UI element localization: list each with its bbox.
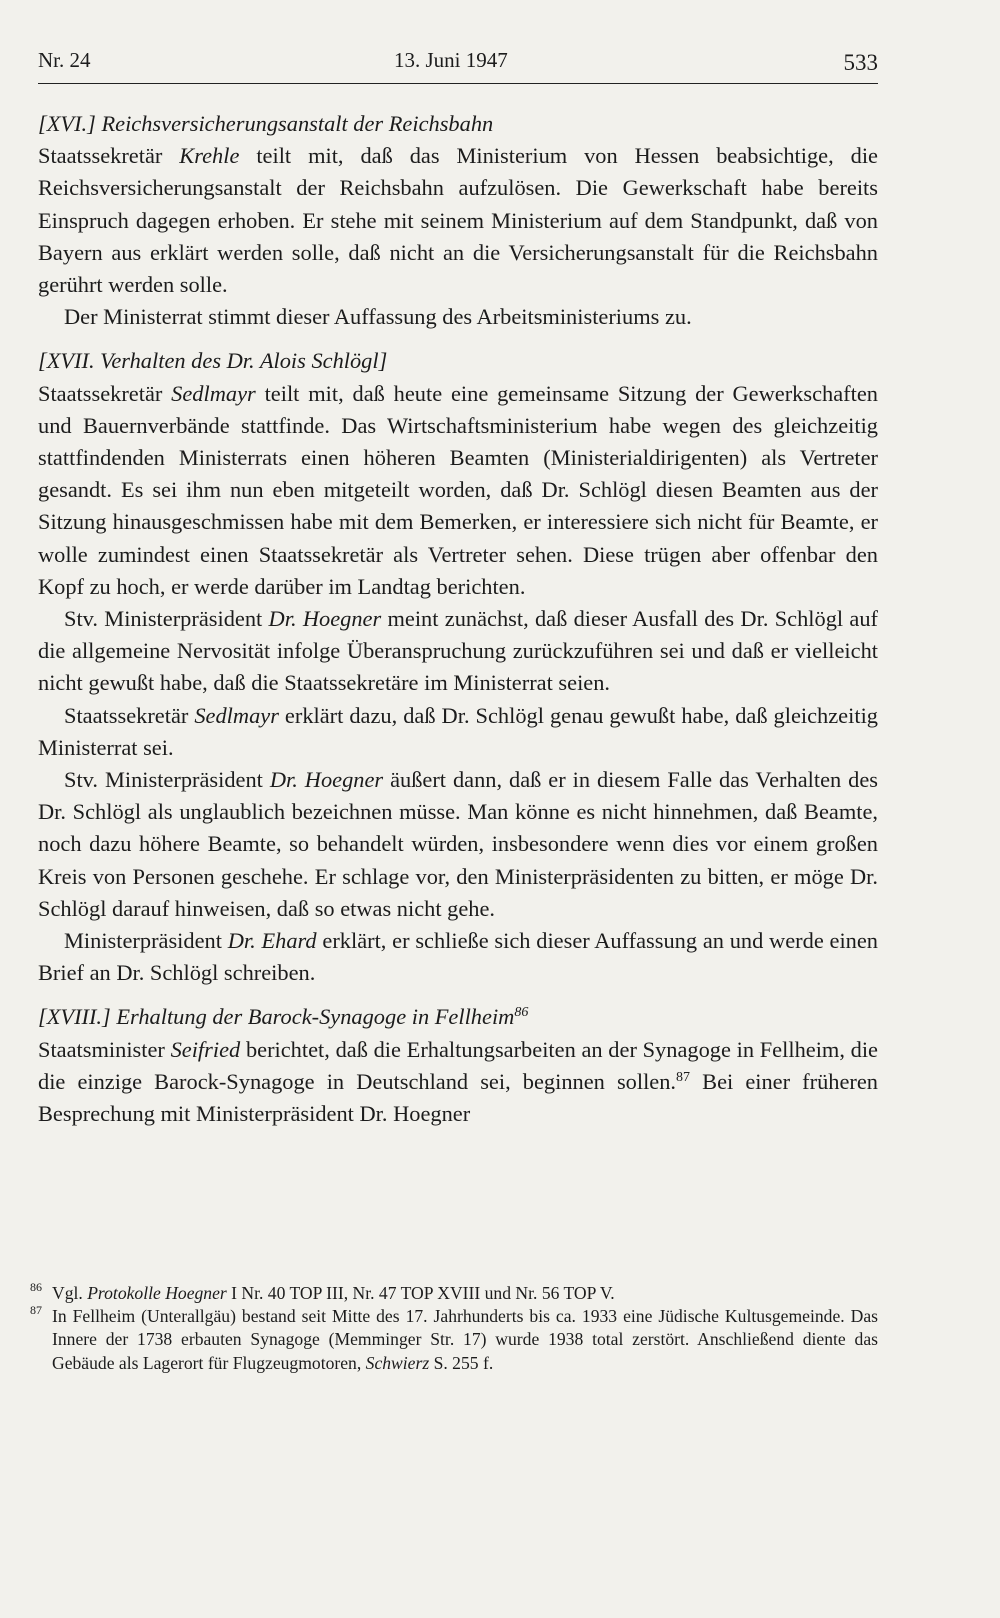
speaker-name: Krehle [179,143,240,169]
speaker-name: Dr. Ehard [227,928,317,954]
header-rule [38,83,878,84]
footnote-number: 86 [30,1280,42,1294]
footnotes [30,1280,878,1375]
paragraph: Stv. Ministerpräsident Dr. Hoegner meint zunächst, daß dieser Ausfall des Dr. Schlögl auf die allgemeine Nervosität infolge Überanspruchung zurückzuführen sei und daß er vielleicht nicht gewußt habe, daß die Staatssekretäre im Ministerrat seien. [38,606,879,696]
section-title: Erhaltung der Barock-Synagoge in Fellheim [116,1004,515,1030]
speaker-name: Dr. Hoegner [269,767,384,793]
section-number: [XVIII.] [38,1004,111,1030]
citation-reference: Protokolle Hoegner [87,1283,227,1303]
footnote-marker[interactable]: 87 [676,1069,691,1085]
speaker-name: Seifried [170,1036,241,1062]
page-number: 533 [843,50,878,75]
paragraph: Staatssekretär Sedlmayr teilt mit, daß heute eine gemeinsame Sitzung der Gewerkschaften und Bauernverbände stattfinde. Das Wirtschaftsministerium habe wegen des gleichzeitig stattfindenden Ministerrats einen höheren Beamten (Ministerialdirigenten) als Vertreter gesandt. Es sei ihm nun eben mitgeteilt worden, daß Dr. Schlögl diesen Beamten aus der Sitzung hinausgeschmissen habe mit dem Bemerken, er interessiere sich nicht für Beamte, er wolle zumindest einen Staatssekretär als Vertreter sehen. Diese trügen aber offenbar den Kopf zu hoch, er werde darüber im Landtag berichten. [38,380,878,599]
footnote-86: 86 Vgl. Protokolle Hoegner I Nr. 40 TOP III, Nr. 47 TOP XVIII und Nr. 56 TOP V. [38,1282,878,1305]
paragraph: Ministerpräsident Dr. Ehard erklärt, er schließe sich dieser Auffassung an und werde einen Brief an Dr. Schlögl schreiben. [38,928,879,986]
section-xviii [38,1001,878,1130]
footnote-number: 87 [30,1303,42,1318]
section-heading-xviii [38,1001,878,1033]
section-heading-xvi [38,108,878,140]
paragraph: Staatssekretär Krehle teilt mit, daß das Ministerium von Hessen beabsichtige, die Reichsversicherungsanstalt der Reichsbahn aufzulösen. Die Gewerkschaft habe bereits Einspruch dagegen erhoben. Er stehe mit seinem Ministerium auf dem Standpunkt, daß von Bayern aus erklärt werden solle, daß nicht an die Versicherungsanstalt für die Reichsbahn gerührt werden solle. [38,143,878,298]
speaker-name: Dr. Hoegner [268,606,382,632]
section-xvi [38,108,878,333]
speaker-name: Sedlmayr [194,702,279,728]
footnote-87: 87 In Fellheim (Unterallgäu) bestand seit Mitte des 17. Jahrhunderts bis ca. 1933 eine Jüdische Kultusgemeinde. Das Innere der 1738 erbauten Synagoge (Memminger Str. 17) wurde 1938 total zerstört. Anschließend diente das Gebäude als Lagerort für Flugzeugmotoren, Schwierz S. 255 f. [38,1305,878,1375]
section-xvii [38,345,878,989]
body-text [38,108,878,1130]
paragraph: Stv. Ministerpräsident Dr. Hoegner äußert dann, daß er in diesem Falle das Verhalten des Dr. Schlögl als unglaublich bezeichnen müsse. Man könne es nicht hinnehmen, daß Beamte, noch dazu höhere Beamte, so behandelt würden, insbesondere wenn dies vor einem großen Kreis von Personen geschehe. Er schlage vor, den Ministerpräsidenten zu bitten, er möge Dr. Schlögl darauf hinweisen, daß so etwas nicht gehe. [38,767,879,921]
section-heading-xvii: [XVII. Verhalten des Dr. Alois Schlögl] [38,348,388,374]
speaker-name: Sedlmayr [171,380,256,406]
header-date: 13. Juni 1947 [394,48,508,72]
section-number: [XVI.] [38,111,96,136]
footnote-marker[interactable]: 86 [514,1005,529,1021]
paragraph: Staatssekretär Sedlmayr erklärt dazu, daß Dr. Schlögl genau gewußt habe, daß gleichzeitig Ministerrat sei. [38,702,878,760]
paragraph: Staatsminister Seifried berichtet, daß die Erhaltungsarbeiten an der Synagoge in Fellheim, die die einzige Barock-Synagoge in Deutschland sei, beginnen sollen.$^{87}$ Bei einer früheren Besprechung mit Ministerpräsident Dr. Hoegner [38,1036,878,1127]
paragraph: Der Ministerrat stimmt dieser Auffassung des Arbeitsministeriums zu. [64,304,692,330]
section-title: Reichsversicherungsanstalt der Reichsbahn [101,111,494,136]
issue-number: Nr. 24 [38,48,91,72]
citation-reference: Schwierz [365,1352,430,1373]
running-header [38,44,878,78]
